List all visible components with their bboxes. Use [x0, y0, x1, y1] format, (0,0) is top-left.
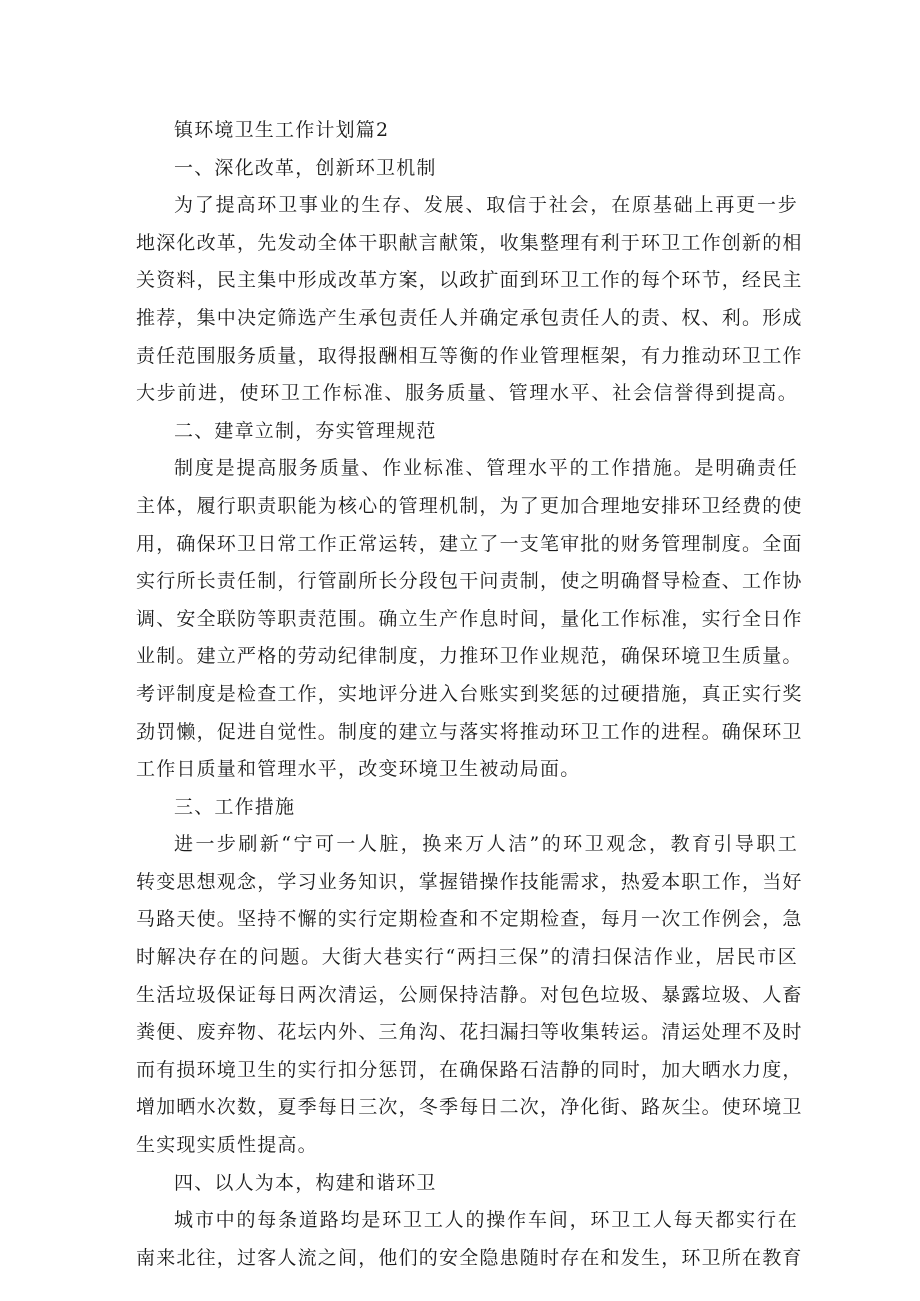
paragraph-line: 实行所长责任制，行管副所长分段包干问责制，使之明确督导检查、工作协 — [136, 570, 803, 593]
paragraph-line: 而有损环境卫生的实行扣分惩罚，在确保路石洁静的同时，加大晒水力度， — [136, 1058, 803, 1081]
section-heading: 二、建章立制，夯实管理规范 — [174, 419, 437, 442]
paragraph-line: 劲罚懒，促进自觉性。制度的建立与落实将推动环卫工作的进程。确保环卫 — [136, 720, 803, 743]
paragraph-line: 调、安全联防等职责范围。确立生产作息时间，量化工作标准，实行全日作 — [136, 607, 803, 630]
paragraph-line: 制度是提高服务质量、作业标准、管理水平的工作措施。是明确责任 — [174, 457, 798, 480]
paragraph-line: 主体，履行职责职能为核心的管理机制，为了更加合理地安排环卫经费的使 — [136, 494, 803, 517]
document-body — [136, 112, 803, 1277]
paragraph-line: 为了提高环卫事业的生存、发展、取信于社会，在原基础上再更一步 — [174, 194, 798, 217]
paragraph-line: 马路天使。坚持不懈的实行定期检查和不定期检查，每月一次工作例会，急 — [136, 908, 803, 931]
paragraph-line: 增加晒水次数，夏季每日三次，冬季每日二次，净化街、路灰尘。使环境卫 — [136, 1096, 803, 1119]
paragraph-line: 生活垃圾保证每日两次清运，公厕保持洁静。对包色垃圾、暴露垃圾、人畜 — [136, 983, 803, 1006]
paragraph-line: 大步前进，使环卫工作标准、服务质量、管理水平、社会信誉得到提高。 — [136, 382, 798, 405]
section-heading: 一、深化改革，创新环卫机制 — [174, 156, 437, 179]
section-heading: 四、以人为本，构建和谐环卫 — [174, 1171, 437, 1194]
paragraph-line: 时解决存在的问题。大街大巷实行“两扫三保”的清扫保洁作业，居民市区 — [136, 946, 798, 969]
paragraph-line: 粪便、废弃物、花坛内外、三角沟、花扫漏扫等收集转运。清运处理不及时 — [136, 1021, 803, 1044]
paragraph-line: 考评制度是检查工作，实地评分进入台账实到奖惩的过硬措施，真正实行奖 — [136, 682, 803, 705]
paragraph-line: 转变思想观念，学习业务知识，掌握错操作技能需求，热爱本职工作，当好 — [136, 870, 803, 893]
paragraph-line: 用，确保环卫日常工作正常运转，建立了一支笔审批的财务管理制度。全面 — [136, 532, 803, 555]
paragraph-line: 责任范围服务质量，取得报酬相互等衡的作业管理框架，有力推动环卫工作 — [136, 344, 803, 367]
section-heading: 三、工作措施 — [174, 795, 296, 818]
paragraph-line: 进一步刷新“宁可一人脏，换来万人洁”的环卫观念，教育引导职工 — [174, 833, 798, 856]
paragraph-line: 地深化改革，先发动全体干职献言献策，收集整理有利于环卫工作创新的相 — [136, 231, 803, 254]
paragraph-line: 城市中的每条道路均是环卫工人的操作车间，环卫工人每天都实行在 — [174, 1209, 798, 1232]
paragraph-line: 生实现实质性提高。 — [136, 1134, 318, 1157]
paragraph-line: 工作日质量和管理水平，改变环境卫生被动局面。 — [136, 758, 581, 781]
document-title: 镇环境卫生工作计划篇2 — [174, 119, 390, 141]
paragraph-line: 关资料，民主集中形成改革方案，以政扩面到环卫工作的每个环节，经民主 — [136, 269, 803, 292]
paragraph-line: 推荐，集中决定筛选产生承包责任人并确定承包责任人的责、权、利。形成 — [136, 306, 803, 329]
paragraph-line: 南来北往，过客人流之间，他们的安全隐患随时存在和发生，环卫所在教育 — [136, 1246, 803, 1269]
paragraph-line: 业制。建立严格的劳动纪律制度，力推环卫作业规范，确保环境卫生质量。 — [136, 645, 803, 668]
